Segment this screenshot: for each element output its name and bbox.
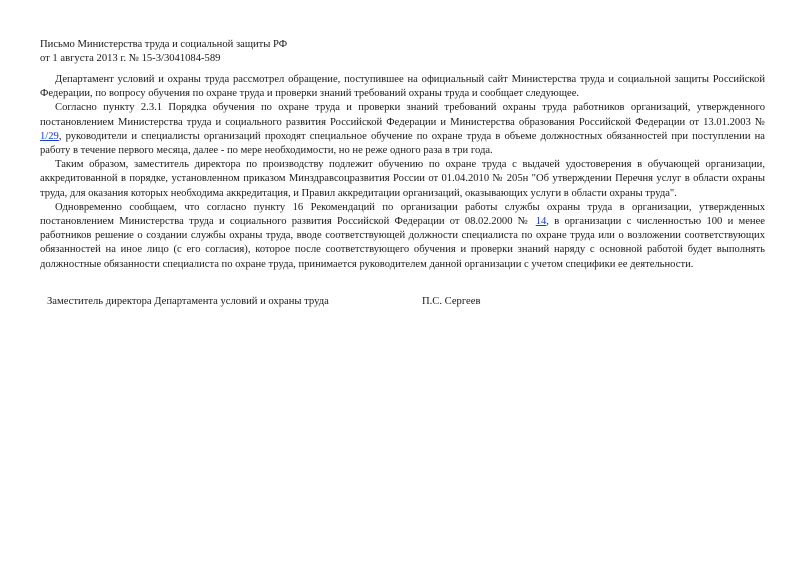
signatory-role: Заместитель директора Департамента условий и охраны труда [47,296,329,307]
paragraph-4 [40,201,765,272]
paragraph-4-text-start: Одновременно сообщаем, что согласно пункту 16 Рекомендаций по организации работы службы охраны труда в организации, утвержденных постановлением Министерства труда и социального развития Российской Федерации от 08.02.2000 № [40,201,765,228]
letter-date-number: от 1 августа 2013 г. № 15-3/3041084-589 [40,53,221,65]
paragraph-3: Таким образом, заместитель директора по производству подлежит обучению по охране труда с выдачей удостоверения в обучающей организации, аккредитованной в порядке, установленном приказом Минздравсоцразвития России от 01.04.2010 № 205н "Об утверждении Перечня услуг в области охраны труда, для оказания которых необходима аккредитация, и Правил аккредитации организаций, оказывающих услуги в области охраны труда". [40,159,765,199]
paragraph-2 [40,101,765,158]
paragraph-1: Департамент условий и охраны труда рассмотрел обращение, поступившее на официальный сайт Министерства труда и социальной защиты Российской Федерации, по вопросу обучения по охране труда и проверки знаний требований охраны труда и сообщает следующее. [40,74,765,100]
paragraph-2-text-start: Согласно пункту 2.3.1 Порядка обучения по охране труда и проверки знаний требований охраны труда работников организаций, утвержденного постановлением Министерства труда и социального развития Российской Федерации и Министерства образования Российской Федерации от 13.01.2003 № [40,102,765,128]
letter-body [40,73,765,272]
paragraph-4-text-end: , в организации с численностью 100 и менее работников решение о создании службы охраны труда, вводе соответствующей должности специалиста по охране труда или о возложении соответствующих обязанностей на иное лицо (с его согласия), которое после соответствующего обучения и проверки знаний наряду с основной работой будет выполнять должностные обязанности специалиста по охране труда, принимается руководителем данной организации с учетом специфики ее деятельности. [40,216,765,270]
signatory-name: П.С. Сергеев [422,296,481,307]
resolution-1-29-link[interactable]: 1/29 [40,130,59,142]
letter-title: Письмо Министерства труда и социальной защиты РФ [40,39,288,50]
letter-header [40,38,440,66]
paragraph-2-text-end: , руководители и специалисты организаций проходят специальное обучение по охране труда в объеме должностных обязанностей при поступлении на работу в течение первого месяца, далее - по мере необходимости, но не реже одного раза в три года. [40,130,765,157]
resolution-14-link[interactable]: 14 [535,216,547,228]
signature-block [47,295,607,311]
